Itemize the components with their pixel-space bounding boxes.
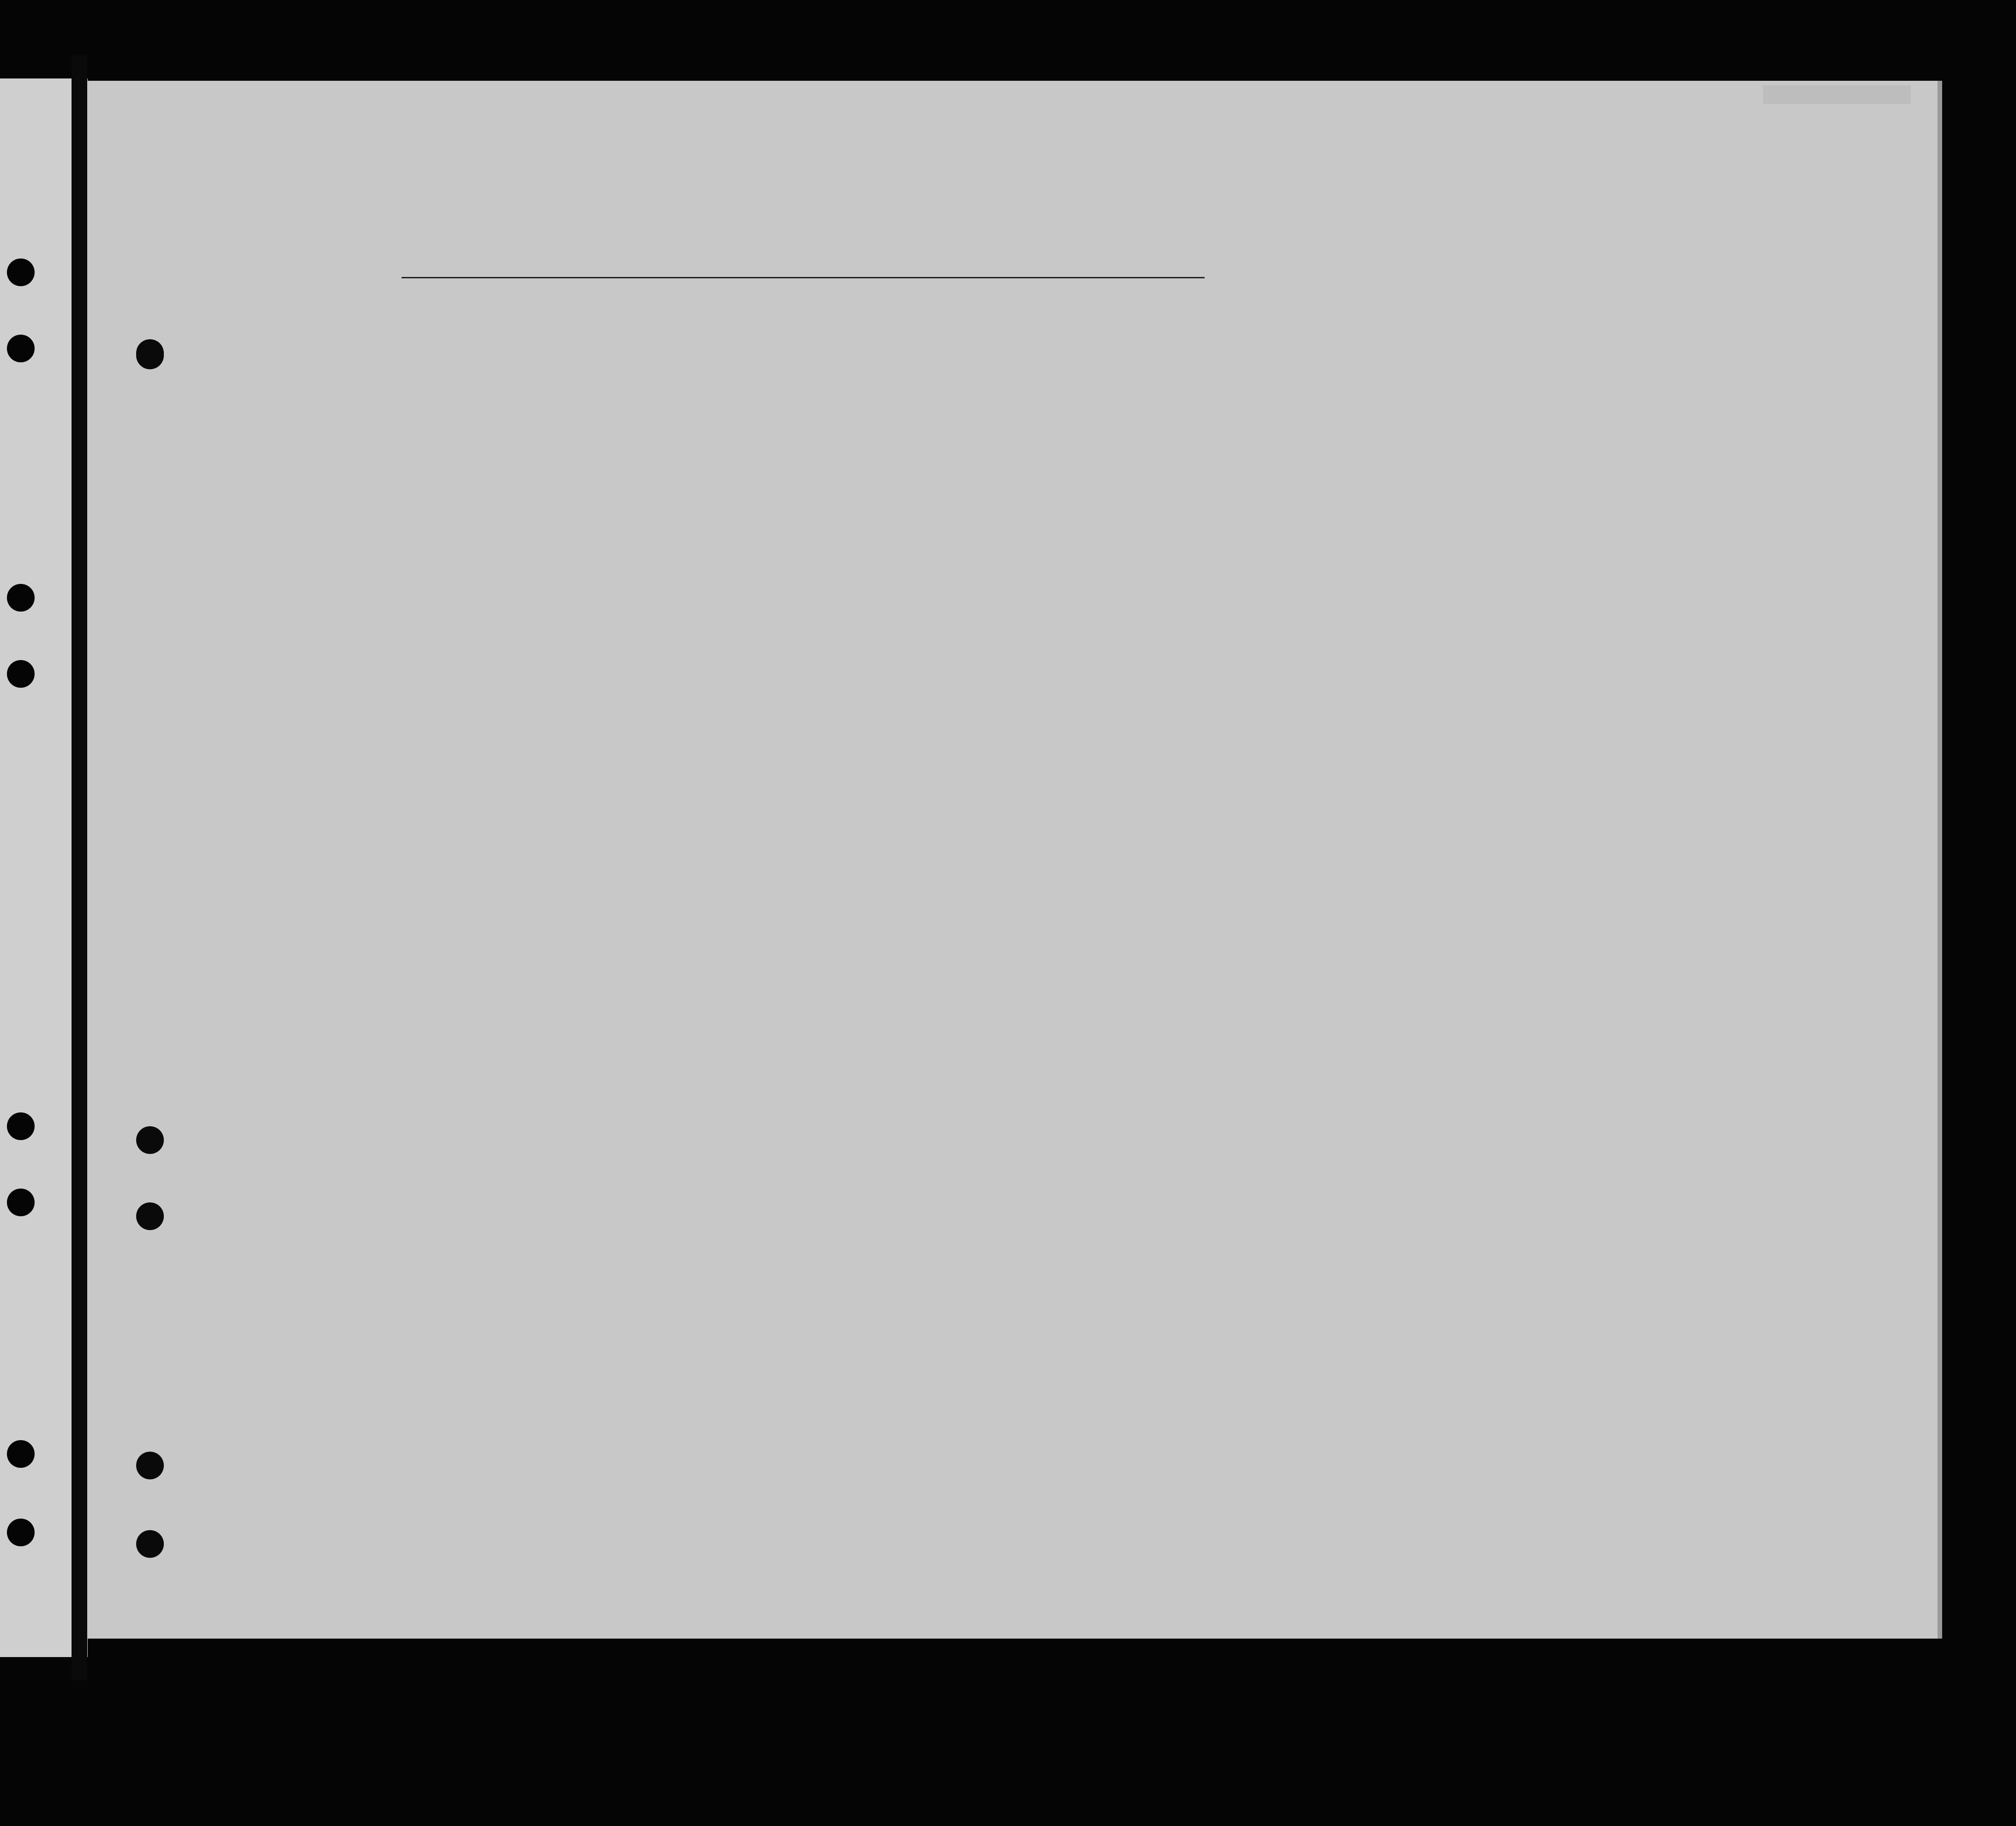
punch-hole bbox=[7, 335, 35, 362]
binder-spine bbox=[72, 55, 87, 1680]
punch-hole bbox=[7, 1440, 35, 1468]
page-tab bbox=[1763, 85, 1911, 104]
sheet-hole bbox=[136, 339, 164, 367]
punch-hole bbox=[7, 1112, 35, 1140]
sheet-hole bbox=[136, 1202, 164, 1230]
sheet-hole bbox=[136, 1452, 164, 1479]
punch-hole bbox=[7, 660, 35, 688]
arriving-underline bbox=[402, 277, 1205, 278]
sheet-hole bbox=[136, 1126, 164, 1154]
sheet-hole bbox=[136, 1530, 164, 1558]
punch-hole bbox=[7, 584, 35, 612]
punch-hole bbox=[7, 258, 35, 286]
manifest-table bbox=[185, 305, 1902, 1616]
punch-hole bbox=[7, 1519, 35, 1546]
punch-hole bbox=[7, 1189, 35, 1216]
